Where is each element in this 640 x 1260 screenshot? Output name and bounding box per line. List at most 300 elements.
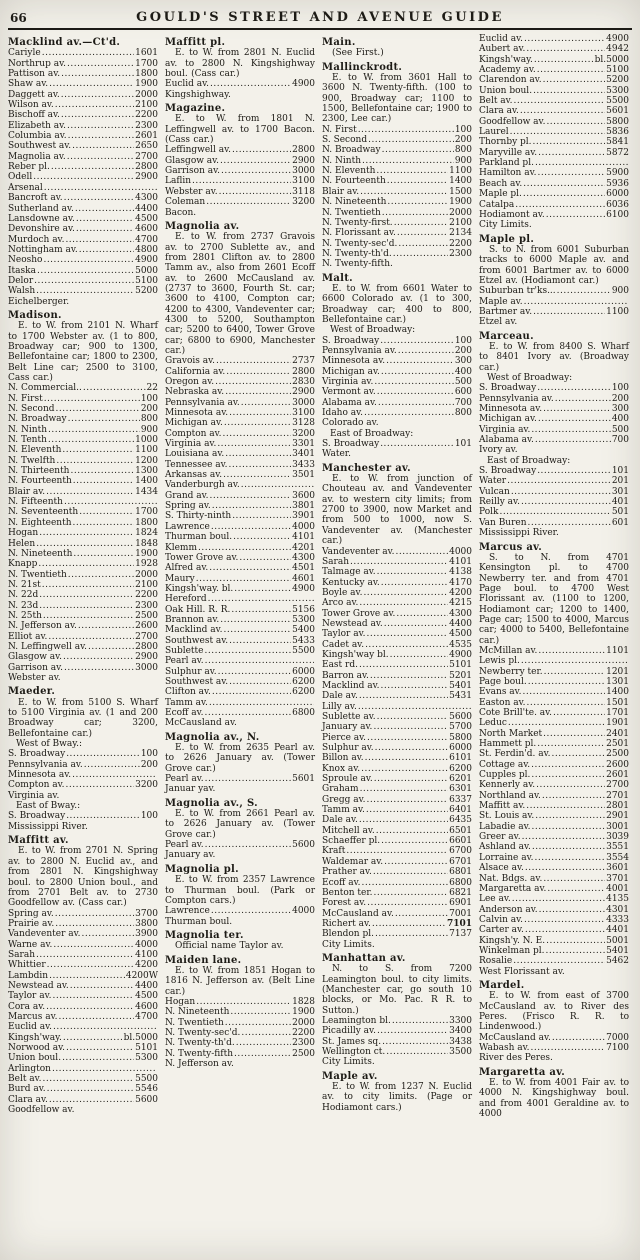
dot-leader <box>47 1084 135 1094</box>
street-row <box>8 507 158 517</box>
dot-leader <box>537 739 605 749</box>
street-name: Union boul. <box>479 85 533 96</box>
dot-leader <box>542 791 605 801</box>
street-row <box>8 909 158 919</box>
dot-leader <box>56 456 134 466</box>
street-name: Leamington bl. <box>322 1015 391 1026</box>
dot-leader <box>361 764 448 774</box>
street-row <box>479 414 629 424</box>
street-name: N. First <box>322 124 357 135</box>
street-number: 1700 <box>135 58 158 69</box>
street-number: 2600 <box>135 621 158 632</box>
street-number: 700 <box>454 397 472 408</box>
street-row <box>479 718 629 728</box>
dot-leader <box>225 449 291 459</box>
street-number: 5841 <box>606 137 629 148</box>
dot-leader <box>83 383 146 393</box>
street-name: N. Twenty-fifth <box>165 1048 234 1059</box>
street-number: 3901 <box>292 511 315 522</box>
street-row <box>322 367 472 377</box>
street-name: Belt av. <box>8 1074 42 1085</box>
dot-leader <box>225 1018 291 1028</box>
street-row <box>8 445 158 455</box>
dot-leader <box>373 722 448 732</box>
route-description: E. to W. from 1851 Hogan to 1816 N. Jefferson av. (Belt Line car.) <box>165 965 315 997</box>
street-name: Laurel <box>479 127 509 138</box>
dot-leader <box>48 435 134 445</box>
dot-leader <box>557 286 611 296</box>
street-name: Ashland av. <box>479 842 531 853</box>
dot-leader <box>534 55 594 65</box>
street-name: McCausland av. <box>322 908 394 919</box>
street-name: N. Fifteenth <box>8 497 63 508</box>
dot-leader <box>36 286 134 296</box>
street-number: 4101 <box>449 556 472 567</box>
plain-row: City Limits. <box>479 220 532 231</box>
street-number: 3551 <box>606 842 629 853</box>
dot-leader <box>42 580 134 590</box>
street-row <box>8 991 158 1001</box>
street-row <box>165 501 315 511</box>
street-number: 1848 <box>135 538 158 549</box>
street-row <box>8 1043 158 1053</box>
street-number: 5872 <box>606 147 629 158</box>
dot-leader <box>229 460 292 470</box>
street-name: N. Broadway <box>8 414 67 425</box>
dot-leader <box>64 193 135 203</box>
street-name: Labadie av. <box>479 821 531 832</box>
street-row <box>479 425 629 435</box>
street-row <box>322 795 472 805</box>
street-number: 1400 <box>135 476 158 487</box>
street-name: N. Ninth <box>322 155 361 166</box>
street-number: 2900 <box>135 652 158 663</box>
street-name: Knapp <box>8 559 38 570</box>
street-number: 2000 <box>135 89 158 100</box>
street-name: Virginia av. <box>322 377 374 387</box>
street-number: 4900 <box>135 255 158 266</box>
street-row <box>322 681 472 691</box>
street-row <box>165 480 315 490</box>
dot-leader <box>70 466 134 476</box>
street-name: St. James sq. <box>322 1036 382 1047</box>
street-name: Richert av. <box>322 918 371 929</box>
street-row <box>8 110 158 120</box>
street-number: 3438 <box>449 1036 472 1047</box>
street-name: Parkland pl. <box>479 158 534 169</box>
dot-leader <box>526 44 605 54</box>
street-name: Neosho <box>8 255 43 266</box>
dot-leader <box>229 636 291 646</box>
street-row <box>8 245 158 255</box>
route-description: E. to W. from 1801 N. Leffingwell av. to 1700 Bacon. (Cass car.) <box>165 114 315 146</box>
dot-leader <box>544 667 605 677</box>
street-number: 5300 <box>135 1053 158 1064</box>
dot-leader <box>52 1064 157 1074</box>
dot-leader <box>538 148 605 158</box>
street-heading: Magnolia av. <box>165 220 240 232</box>
dot-leader <box>210 79 291 89</box>
street-number: 300 <box>454 356 472 367</box>
street-name: North Market <box>479 728 543 739</box>
street-name: Tamm av. <box>322 805 365 816</box>
street-name: Grand av. <box>165 490 209 501</box>
street-row <box>165 439 315 449</box>
dot-leader <box>370 671 448 681</box>
street-name: Northland av. <box>479 790 541 801</box>
dot-leader <box>66 749 140 759</box>
column-2 <box>165 34 315 1119</box>
street-number: 1100 <box>449 166 472 177</box>
street-number: 100 <box>454 124 472 135</box>
dot-leader <box>537 383 611 393</box>
street-name: Nottingham av. <box>8 244 78 255</box>
street-number: 4600 <box>135 224 158 235</box>
street-row <box>8 611 158 621</box>
dot-leader <box>398 346 454 356</box>
dot-leader <box>365 753 449 763</box>
street-row <box>8 435 158 445</box>
street-number: 6701 <box>449 856 472 867</box>
dot-leader <box>209 563 291 573</box>
street-number: 1101 <box>606 645 629 656</box>
dot-leader <box>381 681 449 691</box>
street-number: 5601 <box>606 106 629 117</box>
street-row <box>165 511 315 521</box>
dot-leader <box>537 168 605 178</box>
street-name: Macklind av. <box>165 625 223 636</box>
dot-leader <box>236 1038 291 1048</box>
dot-leader <box>395 909 448 919</box>
street-name: Hodiamont av. <box>479 209 545 220</box>
street-number: 6435 <box>449 815 472 826</box>
dot-leader <box>55 919 134 929</box>
street-row <box>479 811 629 821</box>
street-row <box>322 125 472 135</box>
street-number: 3301 <box>292 439 315 450</box>
street-number: 2200 <box>449 238 472 249</box>
street-number: 6100 <box>606 209 629 220</box>
street-row <box>322 609 472 619</box>
street-row <box>322 336 472 346</box>
plain-row: Water. <box>322 449 351 460</box>
street-number: 1300 <box>135 466 158 477</box>
street-number: 6801 <box>449 867 472 878</box>
street-number: 4535 <box>449 639 472 650</box>
street-row <box>479 1033 629 1043</box>
street-row <box>322 228 472 238</box>
street-number: 1800 <box>135 69 158 80</box>
street-row <box>165 625 315 635</box>
street-row <box>479 770 629 780</box>
street-name: Northrup av. <box>8 58 66 69</box>
route-description: E. to W. from junction of Chouteau av. and Vandeventer av. to western city limits; from 2700 to 3900, now Market and from 500 to 1000, now S. Vandeventer av. (Manchester car.) <box>322 474 472 547</box>
street-name: N. Jefferson av. <box>8 621 77 632</box>
street-row <box>8 590 158 600</box>
dot-leader <box>67 59 134 69</box>
street-row <box>322 346 472 356</box>
dot-leader <box>346 846 448 856</box>
dot-leader <box>377 387 454 397</box>
dot-leader <box>374 774 448 784</box>
street-row <box>165 166 315 176</box>
street-number: 4900 <box>606 34 629 44</box>
street-number: 6101 <box>449 753 472 764</box>
street-number: 4101 <box>292 532 315 543</box>
street-row <box>479 708 629 718</box>
street-name: Spring av. <box>8 908 54 919</box>
street-row <box>479 394 629 404</box>
street-row <box>8 131 158 141</box>
street-number: 200 <box>454 345 472 356</box>
street-name: N. Eleventh <box>322 166 376 177</box>
dot-leader <box>220 156 291 166</box>
dot-leader <box>34 276 134 286</box>
street-number: 1601 <box>135 48 158 59</box>
street-name: Minnesota av. <box>479 404 543 415</box>
dot-leader <box>64 497 157 507</box>
street-number: 6401 <box>449 805 472 816</box>
dot-leader <box>510 127 605 137</box>
street-number: 6036 <box>606 199 629 210</box>
street-row <box>322 439 472 449</box>
street-row <box>479 297 629 307</box>
street-number: 2500 <box>292 1048 315 1059</box>
street-name: N. Twentieth <box>165 1017 224 1028</box>
street-row <box>479 956 629 966</box>
dot-leader <box>64 663 134 673</box>
street-number: 4400 <box>135 203 158 214</box>
street-number: 3100 <box>292 408 315 419</box>
dot-leader <box>543 874 605 884</box>
street-row <box>322 712 472 722</box>
street-row <box>479 925 629 935</box>
street-name: Sutherland av. <box>8 203 74 214</box>
street-row <box>8 141 158 151</box>
street-name: Kingsh'way bl. <box>322 649 389 660</box>
street-name: Michigan av. <box>165 418 223 429</box>
street-row <box>322 135 472 145</box>
dot-leader <box>233 532 291 542</box>
street-row <box>322 176 472 186</box>
street-name: Oregon av. <box>165 377 215 387</box>
street-name: Cariyle <box>8 48 41 59</box>
street-row <box>165 418 315 428</box>
street-number: 4333 <box>606 914 629 925</box>
street-number: 5401 <box>449 680 472 691</box>
street-name: Vermont av. <box>322 387 376 398</box>
street-heading: Marcus av. <box>479 541 543 553</box>
street-row <box>165 687 315 697</box>
street-row <box>8 266 158 276</box>
dot-leader <box>374 377 454 387</box>
street-row <box>8 632 158 642</box>
dot-leader <box>209 698 314 708</box>
street-number: 5401 <box>606 945 629 956</box>
street-name: California av. <box>165 366 226 377</box>
dot-leader <box>76 224 134 234</box>
dot-leader <box>539 905 605 915</box>
street-name: Aubert av. <box>479 44 526 55</box>
street-row <box>8 425 158 435</box>
street-row <box>165 1018 315 1028</box>
dot-leader <box>56 404 140 414</box>
street-row <box>165 408 315 418</box>
street-row <box>479 842 629 852</box>
dot-leader <box>533 307 605 317</box>
dot-leader <box>527 698 606 708</box>
street-row <box>8 286 158 296</box>
street-row <box>165 997 315 1007</box>
plain-row: N. Jefferson av. <box>165 1059 234 1069</box>
street-number: 2601 <box>606 770 629 781</box>
street-row <box>8 570 158 580</box>
dot-leader <box>62 1053 134 1063</box>
street-number: 2900 <box>135 172 158 183</box>
route-description: E. to W. from 6601 Water to 6600 Colorado av. (1 to 300, Broadway car; 400 to 800, Bellefontaine car.) <box>322 283 472 325</box>
street-row <box>165 553 315 563</box>
dot-leader <box>44 183 157 193</box>
street-name: Sarah <box>8 949 35 960</box>
street-row <box>479 646 629 656</box>
street-name: Pearl av. <box>165 840 204 851</box>
street-name: Kingsh'y. N. E. <box>479 935 546 946</box>
dot-leader <box>43 255 134 265</box>
street-number: 4600 <box>135 1001 158 1012</box>
street-number: 6200 <box>292 687 315 698</box>
street-heading: Manhattan av. <box>322 952 406 964</box>
street-number: 2901 <box>606 811 629 822</box>
street-number: 5800 <box>606 116 629 127</box>
street-row <box>479 96 629 106</box>
street-name: N. Fourteenth <box>322 176 386 187</box>
street-name: Cora av. <box>8 1001 46 1012</box>
street-name: Southwest av. <box>165 635 229 646</box>
dot-leader <box>226 367 291 377</box>
street-number: 5900 <box>606 168 629 179</box>
street-row <box>8 780 158 790</box>
dot-leader <box>511 487 611 497</box>
dot-leader <box>221 166 291 176</box>
street-heading: Magnolia av., S. <box>165 797 258 809</box>
street-row <box>165 460 315 470</box>
street-name: Columbia av. <box>8 131 67 142</box>
street-row <box>8 770 158 780</box>
street-row <box>8 456 158 466</box>
street-name: S. Broadway <box>322 439 380 450</box>
street-number: 6700 <box>449 846 472 857</box>
street-row <box>8 193 158 203</box>
street-name: Union boul. <box>8 1053 62 1064</box>
street-name: Devonshire av. <box>8 224 75 235</box>
street-name: Leduc <box>479 718 507 729</box>
page-number: 66 <box>10 11 27 25</box>
street-heading: Magazine. <box>165 103 226 115</box>
street-row <box>8 919 158 929</box>
dot-leader <box>375 929 448 939</box>
plain-row: City Limits. <box>322 939 375 950</box>
dot-leader <box>366 805 448 815</box>
street-row <box>479 44 629 54</box>
street-row <box>8 981 158 991</box>
street-number: 600 <box>454 387 472 398</box>
dot-leader <box>217 439 291 449</box>
street-name: Delor <box>8 275 34 286</box>
street-heading: Madison. <box>8 309 62 321</box>
dot-leader <box>48 632 134 642</box>
street-name: Gravois av. <box>165 356 215 367</box>
dot-leader <box>532 842 605 852</box>
street-name: Waldemar av. <box>322 856 384 867</box>
street-name: Goodfellow av. <box>479 116 546 127</box>
dot-leader <box>538 646 605 656</box>
dot-leader <box>523 179 605 189</box>
street-name: Hogan <box>165 996 196 1007</box>
street-name: Leffingwell av. <box>165 145 232 156</box>
street-row <box>165 187 315 197</box>
street-row <box>479 106 629 116</box>
dot-leader <box>398 239 448 249</box>
dot-leader <box>198 543 291 553</box>
street-name: Hamilton av. <box>479 168 537 179</box>
street-row <box>165 532 315 542</box>
street-number: 1700 <box>135 507 158 518</box>
street-number: 100 <box>140 393 158 404</box>
street-name: Van Buren <box>479 517 527 528</box>
street-number: 5300 <box>292 614 315 625</box>
street-number: 200 <box>140 404 158 415</box>
street-number: 5201 <box>449 670 472 681</box>
street-name: Taylor av. <box>8 991 52 1002</box>
dot-leader <box>359 598 448 608</box>
street-row <box>322 826 472 836</box>
street-row <box>479 760 629 770</box>
street-row <box>479 801 629 811</box>
street-name: N. Twelfth <box>8 455 56 466</box>
street-number: 5300 <box>606 85 629 96</box>
street-row <box>165 667 315 677</box>
street-row <box>479 936 629 946</box>
dot-leader <box>543 404 611 414</box>
street-name: Prather av. <box>322 867 372 878</box>
dot-leader <box>377 567 448 577</box>
street-row <box>322 878 472 888</box>
street-row <box>8 414 158 424</box>
dot-leader <box>88 642 134 652</box>
plain-row: Webster av. <box>8 672 61 683</box>
street-row <box>479 179 629 189</box>
street-row <box>479 677 629 687</box>
street-name: Gregg av. <box>322 794 366 805</box>
street-name: Catalpa <box>479 199 515 210</box>
street-name: Lawrence <box>165 521 210 532</box>
street-number: 5100 <box>606 65 629 76</box>
street-name: Mitchell av. <box>322 825 375 836</box>
street-row <box>8 1002 158 1012</box>
street-row <box>8 621 158 631</box>
dot-leader <box>219 187 292 197</box>
street-row <box>322 805 472 815</box>
street-row <box>165 377 315 387</box>
street-name: S. Broadway <box>322 335 380 346</box>
dot-leader <box>523 687 606 697</box>
street-row <box>322 650 472 660</box>
street-number: 2500 <box>606 749 629 760</box>
street-name: Reilly av. <box>479 497 520 508</box>
street-number: 4170 <box>449 577 472 588</box>
street-row <box>8 760 158 770</box>
street-name: Burd av. <box>8 1084 46 1095</box>
